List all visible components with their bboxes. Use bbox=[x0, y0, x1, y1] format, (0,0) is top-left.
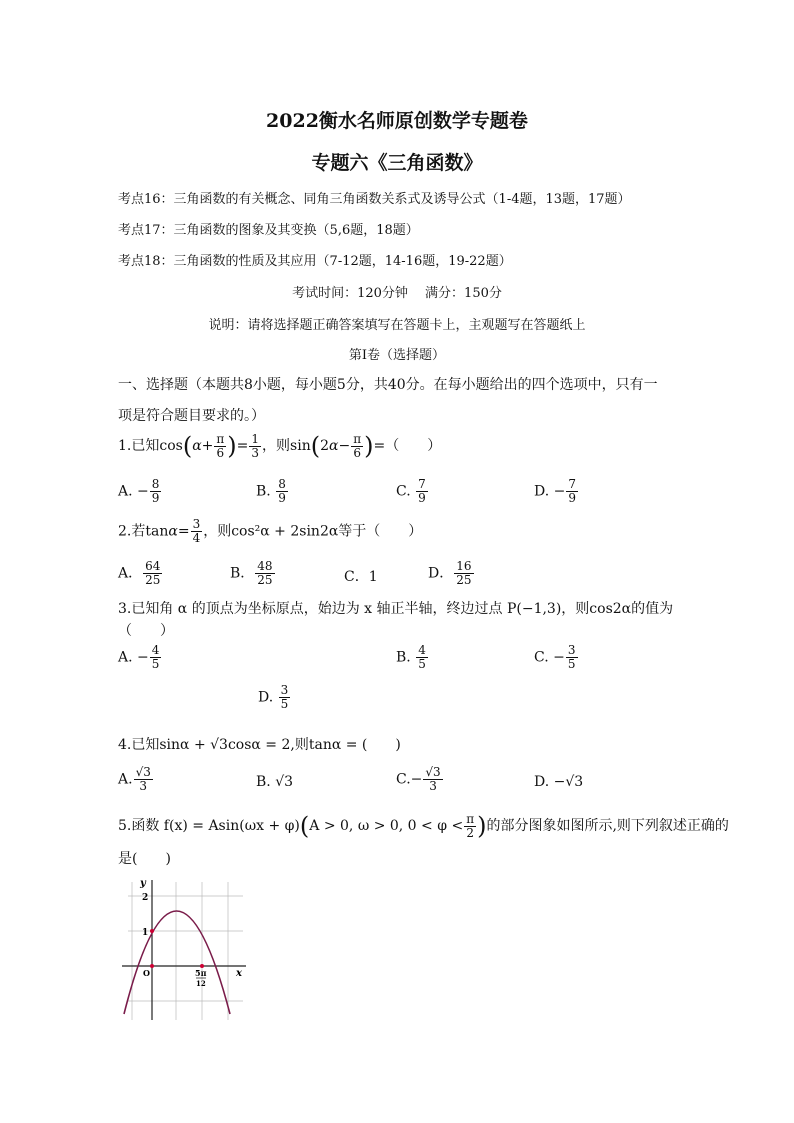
question-5-cont: 是( ) bbox=[118, 851, 171, 867]
q1-option-c: C. $\frac{7}{9}$ bbox=[396, 477, 426, 505]
question-4: 4.已知sinα + √3cosα = 2,则tanα = ( ) bbox=[118, 737, 401, 753]
question-1: 1.已知cos(α+ $\frac{\pi}{6}$ )= $\frac{1}{3}$ ，则sin(2α− $\frac{\pi}{6}$ )=（ ） bbox=[118, 431, 442, 460]
question-5: 5.函数 f(x) = Asin(ωx + φ)(A > 0, ω > 0, 0 < φ < $\frac{\pi}{2}$ )的部分图象如图所示,则下列叙述正确的 bbox=[118, 811, 729, 840]
y-tick-1: 1 bbox=[142, 928, 149, 938]
x-tick-num: 5π bbox=[195, 968, 207, 978]
q2-option-d: D． $\frac{16}{25}$ bbox=[428, 559, 472, 587]
y-intercept-point bbox=[150, 929, 154, 933]
question-3: 3.已知角 α 的顶点为坐标原点，始边为 x 轴正半轴，终边过点 P(−1,3)，则cos2α的值为 bbox=[118, 601, 674, 617]
y-label: y bbox=[140, 878, 146, 889]
exam-info: 考试时间：120分钟 满分：150分 bbox=[292, 286, 502, 301]
q4-option-c: C.− $\frac{√3}{3}$ bbox=[396, 765, 441, 793]
question-3-cont: （ ） bbox=[118, 623, 174, 639]
y-tick-2: 2 bbox=[142, 893, 149, 903]
volume-label: 第I卷（选择题） bbox=[348, 348, 446, 363]
q2-option-b: B． $\frac{48}{25}$ bbox=[230, 559, 273, 587]
q2-option-a: A． $\frac{64}{25}$ bbox=[118, 559, 161, 587]
q3-option-c: C. − $\frac{3}{5}$ bbox=[534, 643, 576, 671]
x-label: x bbox=[236, 968, 242, 979]
q1-option-b: B. $\frac{8}{9}$ bbox=[256, 477, 286, 505]
paper-subtitle: 专题六《三角函数》 bbox=[311, 152, 483, 174]
point-17: 考点17：三角函数的图象及其变换（5,6题，18题） bbox=[118, 223, 419, 238]
origin-point bbox=[150, 964, 154, 968]
q3-option-d: D. $\frac{3}{5}$ bbox=[258, 683, 289, 711]
q4-option-d: D. −√3 bbox=[534, 774, 584, 790]
instruction: 说明：请将选择题正确答案填写在答题卡上，主观题写在答题纸上 bbox=[208, 318, 586, 333]
q1-option-d: D. − $\frac{7}{9}$ bbox=[534, 477, 577, 505]
paper-title: 2022衡水名师原创数学专题卷 bbox=[266, 110, 528, 132]
q4-option-b: B. √3 bbox=[256, 774, 294, 790]
q4-option-a: A. $\frac{√3}{3}$ bbox=[118, 765, 151, 793]
q1-option-a: A. − $\frac{8}{9}$ bbox=[118, 477, 160, 505]
q2-option-c: C．1 bbox=[344, 569, 378, 585]
sine-curve bbox=[124, 911, 230, 1014]
question-2: 2.若tanα= $\frac{3}{4}$ ，则cos²α + 2sin2α等于（ ） bbox=[118, 517, 423, 545]
section-heading-cont: 项是符合题目要求的。） bbox=[118, 408, 265, 424]
point-16: 考点16：三角函数的有关概念、同角三角函数关系式及诱导公式（1-4题，13题，17题） bbox=[118, 192, 631, 207]
point-18: 考点18：三角函数的性质及其应用（7-12题，14-16题，19-22题） bbox=[118, 254, 512, 269]
x-tick-den: 12 bbox=[196, 979, 206, 988]
section-heading: 一、选择题（本题共8小题，每小题5分，共40分。在每小题给出的四个选项中，只有一 bbox=[118, 377, 658, 393]
q3-option-b: B. $\frac{4}{5}$ bbox=[396, 643, 426, 671]
function-graph bbox=[118, 872, 253, 1022]
origin-label: O bbox=[143, 968, 150, 978]
q3-option-a: A. − $\frac{4}{5}$ bbox=[118, 643, 160, 671]
